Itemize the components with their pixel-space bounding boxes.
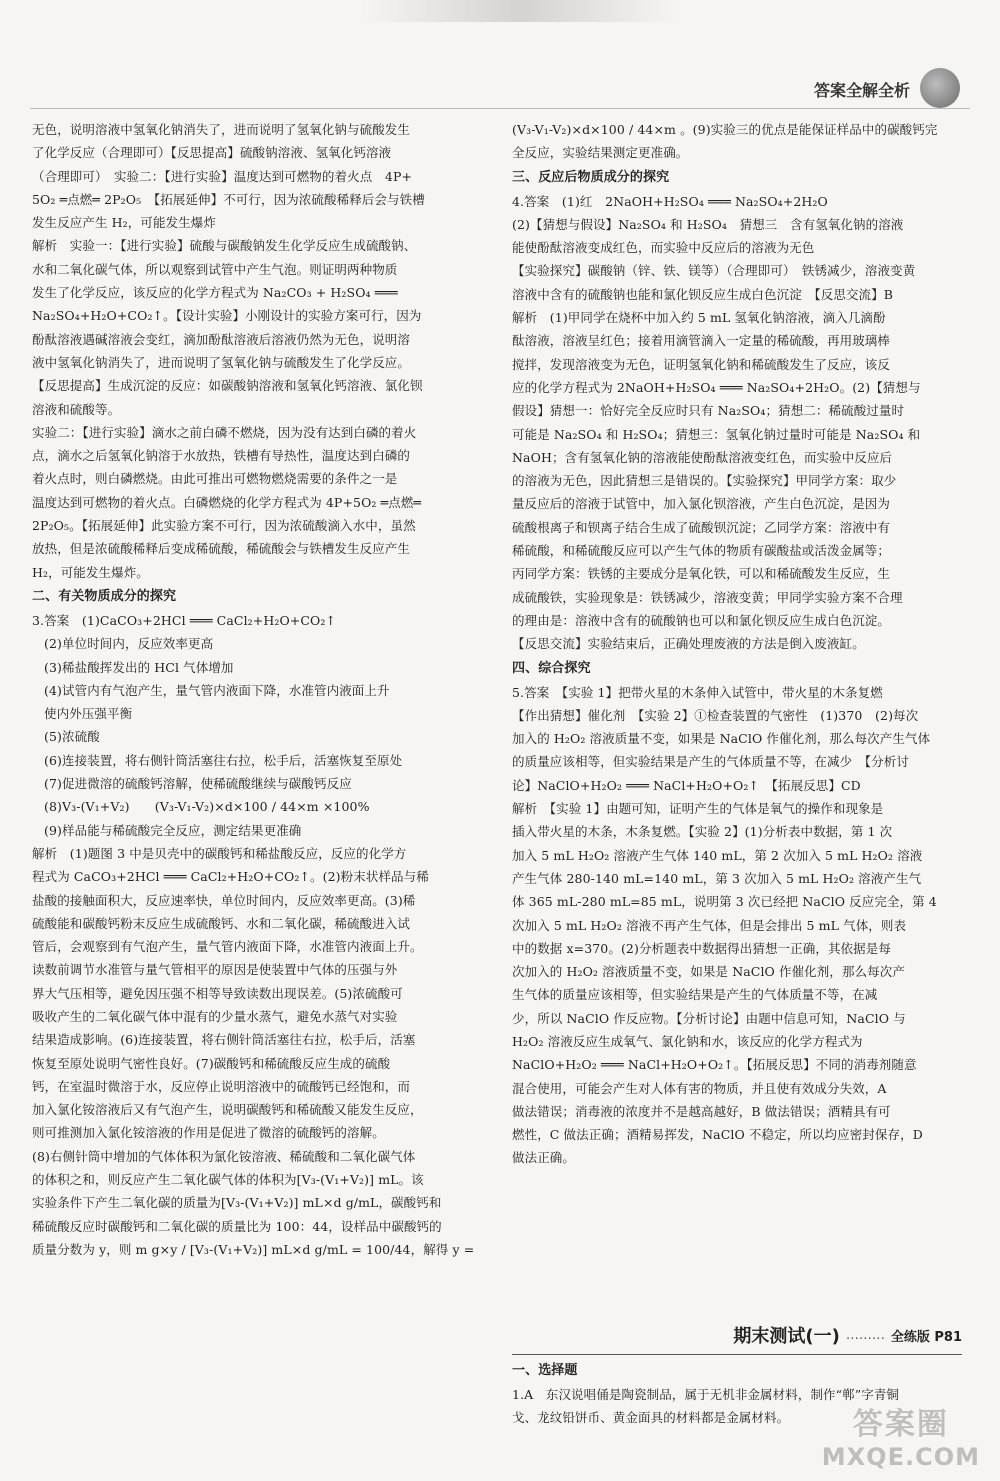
text-line: 解析 (1)题图 3 中是贝壳中的碳酸钙和稀盐酸反应，反应的化学方 xyxy=(32,845,407,861)
text-line: 产生气体 280-140 mL=140 mL，第 3 次加入 5 mL H₂O₂ 溶液产生气 xyxy=(512,870,922,886)
text-line: 溶液中含有的硫酸钠也能和氯化钡反应生成白色沉淀 【反思交流】B xyxy=(512,286,894,302)
section-divider xyxy=(512,1354,962,1355)
text-line: (4)试管内有气泡产生，量气管内液面下降，水准管内液面上升 xyxy=(44,682,390,698)
text-line: 加入氯化铵溶液后又有气泡产生，说明碳酸钙和稀硫酸又能发生反应， xyxy=(32,1102,423,1118)
text-line: 【作出猜想】催化剂 【实验 2】①检查装置的气密性 (1)370 (2)每次 xyxy=(512,707,919,723)
text-line: 5O₂ ═点燃═ 2P₂O₅ 【拓展延伸】不可行，因为浓硫酸稀释后会与铁槽 xyxy=(32,191,425,207)
text-line: 溶液和硫酸等。 xyxy=(32,401,121,417)
text-line: 全反应，实验结果测定更准确。 xyxy=(512,145,689,161)
text-line: 点，滴水之后氢氧化钠溶于水放热，铁槽有导热性，温度达到白磷的 xyxy=(32,448,411,464)
page-header-title: 答案全解全析 xyxy=(813,81,910,100)
text-line: 【反思提高】生成沉淀的反应：如碳酸钠溶液和氢氧化钙溶液、氯化钡 xyxy=(32,378,423,394)
text-line: 应的化学方程式为 2NaOH+H₂SO₄ ═══ Na₂SO₄+2H₂O。(2)【猜想与 xyxy=(512,379,921,395)
header-logo-icon xyxy=(920,68,960,108)
text-line: 次加入 5 mL H₂O₂ 溶液不再产生气体，但是会排出 5 mL 气体，则表 xyxy=(512,917,907,933)
text-line: 发生反应产生 H₂，可能发生爆炸 xyxy=(32,215,216,231)
text-line: (5)浓硫酸 xyxy=(44,729,100,745)
text-line: 可能是 Na₂SO₄ 和 H₂SO₄；猜想三：氢氧化钠过量时可能是 Na₂SO₄ 和 xyxy=(512,426,921,442)
text-line: 使内外压强平衡 xyxy=(44,706,133,722)
text-line: （合理即可） 实验二：【进行实验】温度达到可燃物的着火点 4P+ xyxy=(32,168,413,184)
text-line: 的溶液为无色，因此猜想三是错误的。【实验探究】甲同学方案：取少 xyxy=(512,473,897,489)
text-line: 读数前调节水准管与量气管相平的原因是使装置中气体的压强与外 xyxy=(32,962,398,978)
header-divider xyxy=(30,108,970,109)
text-line: 戈、龙纹铅饼币、黄金面具的材料都是金属材料。 xyxy=(512,1410,790,1426)
text-line: 管后，会观察到有气泡产生，量气管内液面下降，水准管内液面上升。 xyxy=(32,939,423,955)
text-line: 1.A 东汉说唱俑是陶瓷制品，属于无机非金属材料，制作“郸”字青铜 xyxy=(512,1387,900,1402)
section-dots: ……… xyxy=(845,1327,885,1343)
text-line: 放热，但是浓硫酸稀释后变成稀硫酸，稀硫酸会与铁槽发生反应产生 xyxy=(32,541,411,557)
text-line: (2)【猜想与假设】Na₂SO₄ 和 H₂SO₄ 猜想三 含有氢氧化钠的溶液 xyxy=(512,216,904,232)
text-line: 的质量应该相等，但实验结果是产生的气体质量不等，在减少 【分析讨 xyxy=(512,754,909,770)
text-line: (6)连接装置，将右侧针筒活塞往右拉，松手后，活塞恢复至原处 xyxy=(44,752,403,768)
text-line: 插入带火星的木条，木条复燃。【实验 2】(1)分析表中数据，第 1 次 xyxy=(512,824,893,840)
text-line: 稀硫酸反应时碳酸钙和二氧化碳的质量比为 100：44，设样品中碳酸钙的 xyxy=(32,1218,442,1234)
text-line: 盐酸的接触面积大，反应速率快，单位时间内，反应效率更高。(3)稀 xyxy=(32,892,416,908)
text-line: 次加入的 H₂O₂ 溶液质量不变，如果是 NaClO 作催化剂，那么每次产 xyxy=(512,964,905,980)
section-heading: 二、有关物质成分的探究 xyxy=(32,588,177,604)
text-line: NaOH；含有氢氧化钠的溶液能使酚酞溶液变红色，而实验中反应后 xyxy=(512,449,893,465)
watermark-line1: 答案圈 xyxy=(852,1407,949,1442)
text-line: H₂O₂ 溶液反应生成氧气、氯化钠和水，该反应的化学方程式为 xyxy=(512,1033,863,1049)
text-line: (7)促进微溶的硫酸钙溶解，使稀硫酸继续与碳酸钙反应 xyxy=(44,776,352,792)
text-line: 着火点时，则白磷燃烧。由此可推出可燃物燃烧需要的条件之一是 xyxy=(32,471,398,487)
text-line: 硫酸能和碳酸钙粉末反应生成硫酸钙、水和二氧化碳，稀硫酸进入试 xyxy=(32,915,411,931)
text-line: (8)V₃-(V₁+V₂) (V₃-V₁-V₂)×d×100 / 44×m ×100% xyxy=(44,799,370,815)
text-line: 体 365 mL-280 mL=85 mL，说明第 3 次已经把 NaClO 反应完全，第 4 xyxy=(512,894,937,910)
text-line: 恢复至原处说明气密性良好。(7)碳酸钙和稀硫酸反应生成的硫酸 xyxy=(32,1055,391,1071)
text-line: NaClO+H₂O₂ ═══ NaCl+H₂O+O₂↑。【拓展反思】不同的消毒剂随意 xyxy=(512,1057,917,1073)
right-column xyxy=(512,118,962,1170)
text-line: 3.答案 (1)CaCO₃+2HCl ═══ CaCl₂+H₂O+CO₂↑ xyxy=(32,612,337,628)
text-line: 硫酸根离子和钡离子结合生成了硫酸钡沉淀；乙同学方案：溶液中有 xyxy=(512,519,891,535)
section-heading: 四、综合探究 xyxy=(512,660,591,676)
text-line: 混合使用，可能会产生对人体有害的物质，并且使有效成分失效，A xyxy=(512,1080,887,1096)
text-line: (2)单位时间内，反应效率更高 xyxy=(44,636,214,652)
text-line: 水和二氧化碳气体，所以观察到试管中产生气泡。则证明两种物质 xyxy=(32,261,398,277)
text-line: 少，所以 NaClO 作反应物。【分析讨论】由题中信息可知，NaClO 与 xyxy=(512,1010,906,1026)
text-line: 解析 (1)甲同学在烧杯中加入约 5 mL 氢氧化钠溶液，滴入几滴酚 xyxy=(512,310,886,326)
text-line: 质量分数为 y，则 m g×y / [V₃-(V₁+V₂)] mL×d g/mL = 100/44，解得 y = xyxy=(32,1241,475,1257)
text-line: 实验二：【进行实验】滴水之前白磷不燃烧，因为没有达到白磷的着火 xyxy=(32,424,417,440)
text-line: 则可推测加入氯化铵溶液的作用是促进了微溶的硫酸钙的溶解。 xyxy=(32,1125,385,1141)
section-heading: 一、选择题 xyxy=(512,1363,578,1378)
section-page-ref: 全练版 P81 xyxy=(890,1329,962,1345)
text-line: 钙，在室温时微溶于水，反应停止说明溶液中的硫酸钙已经饱和，而 xyxy=(32,1078,411,1094)
text-line: 结果造成影响。(6)连接装置，将右侧针筒活塞往右拉，松手后，活塞 xyxy=(32,1032,416,1048)
text-line: 发生了化学反应，该反应的化学方程式为 Na₂CO₃ + H₂SO₄ ═══ xyxy=(32,285,398,301)
text-line: (V₃-V₁-V₂)×d×100 / 44×m 。(9)实验三的优点是能保证样品中的碳酸钙完 xyxy=(512,122,938,137)
text-line: 燃性，C 做法正确；酒精易挥发，NaClO 不稳定，所以均应密封保存，D xyxy=(512,1127,923,1143)
text-line: 4.答案 (1)红 2NaOH+H₂SO₄ ═══ Na₂SO₄+2H₂O xyxy=(512,193,828,209)
text-line: 酞溶液，溶液呈红色；接着用滴管滴入一定量的稀硫酸，再用玻璃棒 xyxy=(512,333,891,349)
text-line: 界大气压相等，避免因压强不相等导致读数出现误差。(5)浓硫酸可 xyxy=(32,985,403,1001)
text-line: 的理由是：溶液中含有的硫酸钠也可以和氯化钡反应生成白色沉淀。 xyxy=(512,612,891,628)
text-line: 假设】猜想一：恰好完全反应时只有 Na₂SO₄；猜想二：稀硫酸过量时 xyxy=(512,403,905,419)
text-line: 液中氢氧化钠消失了，进而说明了氢氧化钠与硫酸发生了化学反应。 xyxy=(32,354,411,370)
text-line: H₂，可能发生爆炸。 xyxy=(32,564,149,580)
text-line: 做法正确。 xyxy=(512,1150,576,1166)
text-line: (9)样品能与稀硫酸完全反应，测定结果更准确 xyxy=(44,822,302,838)
text-line: 2P₂O₅。【拓展延伸】此实验方案不可行，因为浓硫酸滴入水中，虽然 xyxy=(32,518,416,534)
text-line: 温度达到可燃物的着火点。白磷燃烧的化学方程式为 4P+5O₂ ═点燃═ xyxy=(32,494,422,510)
section-heading: 三、反应后物质成分的探究 xyxy=(512,169,670,185)
text-line: 搅拌，发现溶液变为无色，证明氢氧化钠和稀硫酸发生了反应，该反 xyxy=(512,356,891,372)
watermark-line2: MXQE.COM xyxy=(821,1443,980,1471)
text-line: 丙同学方案：铁锈的主要成分是氧化铁，可以和稀硫酸发生反应，生 xyxy=(512,566,891,582)
text-line: 程式为 CaCO₃+2HCl ═══ CaCl₂+H₂O+CO₂↑。(2)粉末状样品与稀 xyxy=(32,869,429,885)
text-line: Na₂SO₄+H₂O+CO₂↑。【设计实验】小刚设计的实验方案可行，因为 xyxy=(32,308,422,324)
text-line: 成硫酸铁，实验现象是：铁锈减少，溶液变黄；甲同学实验方案不合理 xyxy=(512,589,903,605)
text-line: 能使酚酞溶液变成红色，而实验中反应后的溶液为无色 xyxy=(512,240,815,256)
text-line: 论】NaClO+H₂O₂ ═══ NaCl+H₂O+O₂↑ 【拓展反思】CD xyxy=(512,777,861,793)
text-line: 加入 5 mL H₂O₂ 溶液产生气体 140 mL，第 2 次加入 5 mL H₂O₂ 溶液 xyxy=(512,847,923,863)
section-title: 期末测试(一) xyxy=(733,1326,840,1347)
text-line: 的体积之和，则反应产生二氧化碳气体的体积为[V₃-(V₁+V₂)] mL。该 xyxy=(32,1172,424,1188)
text-line: 了化学反应（合理即可）【反思提高】硫酸钠溶液、氢氧化钙溶液 xyxy=(32,145,392,161)
text-line: (8)右侧针筒中增加的气体体积为氯化铵溶液、稀硫酸和二氧化碳气体 xyxy=(32,1148,416,1164)
text-line: 无色，说明溶液中氢氧化钠消失了，进而说明了氢氧化钠与硫酸发生 xyxy=(32,122,411,137)
text-line: 酚酞溶液遇碱溶液会变红，滴加酚酞溶液后溶液仍然为无色，说明溶 xyxy=(32,331,411,347)
text-line: 稀硫酸，和稀硫酸反应可以产生气体的物质有碳酸盐或活泼金属等； xyxy=(512,543,891,559)
text-line: 实验条件下产生二氧化碳的质量为[V₃-(V₁+V₂)] mL×d g/mL，碳酸钙和 xyxy=(32,1195,442,1211)
text-line: 中的数据 x=370。(2)分析题表中数据得出猜想一正确，其依据是每 xyxy=(512,940,891,956)
text-line: 解析 【实验 1】由题可知，证明产生的气体是氧气的操作和现象是 xyxy=(512,801,884,817)
text-line: (3)稀盐酸挥发出的 HCl 气体增加 xyxy=(44,659,234,675)
text-line: 解析 实验一：【进行实验】硫酸与碳酸钠发生化学反应生成硫酸钠、 xyxy=(32,238,417,254)
text-line: 5.答案 【实验 1】把带火星的木条伸入试管中，带火星的木条复燃 xyxy=(512,684,883,700)
left-column xyxy=(32,118,482,1261)
top-decoration xyxy=(360,0,680,22)
watermark xyxy=(822,1399,980,1471)
text-line: 量反应后的溶液于试管中，加入氯化钡溶液，产生白色沉淀，是因为 xyxy=(512,496,891,512)
text-line: 吸收产生的二氧化碳气体中混有的少量水蒸气，避免水蒸气对实验 xyxy=(32,1008,398,1024)
text-line: 加入的 H₂O₂ 溶液质量不变，如果是 NaClO 作催化剂，那么每次产生气体 xyxy=(512,731,931,747)
text-line: 【反思交流】实验结束后，正确处理废液的方法是倒入废液缸。 xyxy=(512,636,865,652)
section-header xyxy=(512,1318,962,1352)
text-line: 【实验探究】碳酸钠（锌、铁、镁等）（合理即可） 铁锈减少，溶液变黄 xyxy=(512,263,916,279)
text-line: 做法错误；消毒液的浓度并不是越高越好，B 做法错误；酒精具有可 xyxy=(512,1103,891,1119)
text-line: 生气体的质量应该相等，但实验结果是产生的气体质量不等，在减 xyxy=(512,987,878,1003)
